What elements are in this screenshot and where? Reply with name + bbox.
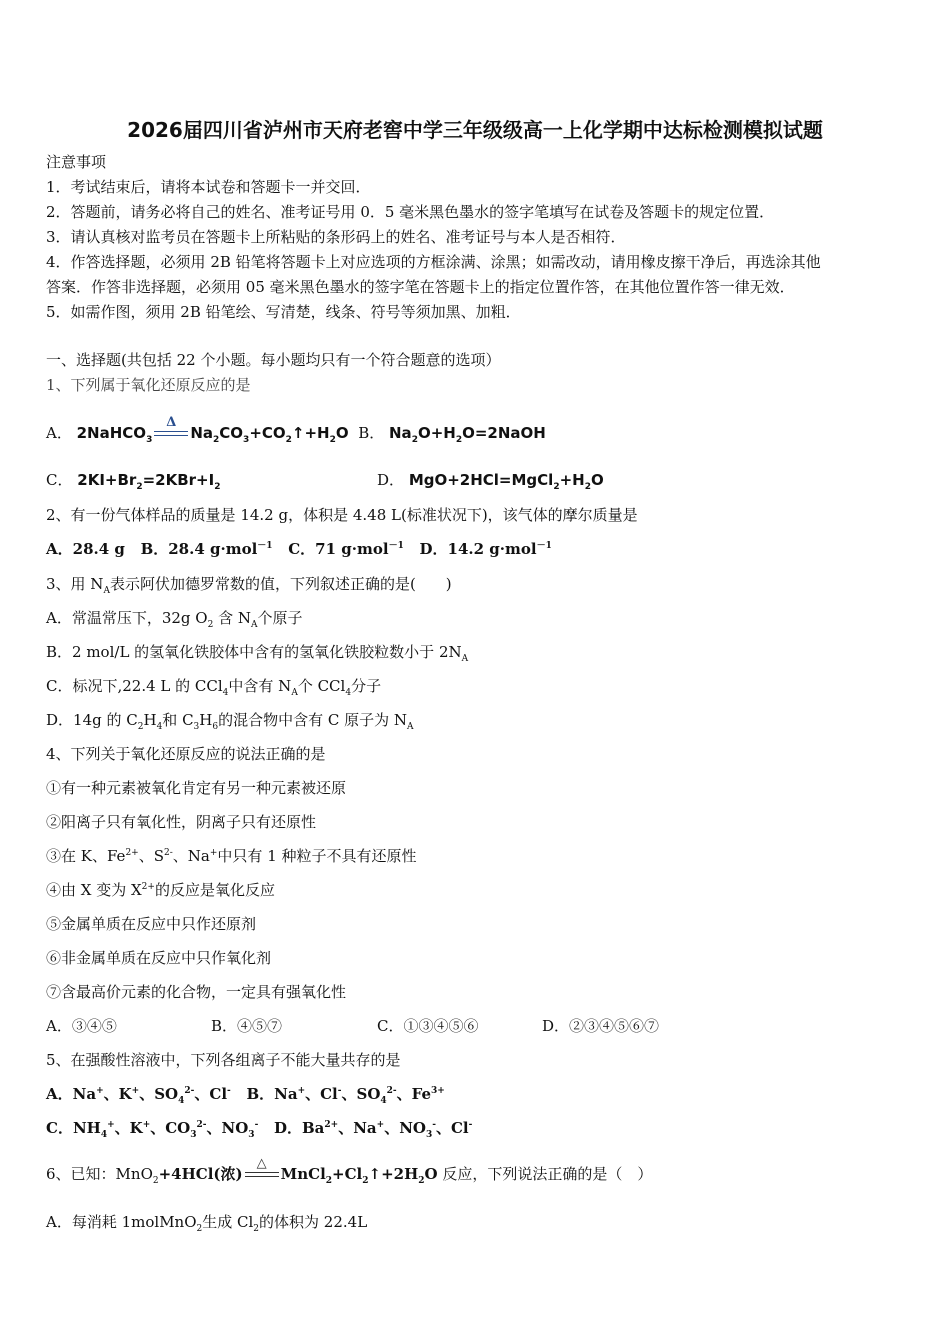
q4-stem: 4、下列关于氧化还原反应的说法正确的是 bbox=[46, 745, 326, 763]
q1-stem: 1、下列属于氧化还原反应的是 bbox=[46, 376, 251, 394]
q6-stem: 6、已知：MnO$_2$+4HCl(浓) △ $MnCl_2+Cl_2↑+2H_2O$ 反应，下列说法正确的是（ ） bbox=[46, 1156, 653, 1186]
q3-option-b: B．2 mol/L 的氢氧化铁胶体中含有的氢氧化铁胶粒数小于 $2N_A$ bbox=[46, 643, 469, 664]
q1-options-ab: A． 2NaHCO$_3$ Δ $Na_2CO_3+CO_2↑+H_2O$ B． $Na_2O+H_2O=2NaOH$ bbox=[46, 415, 546, 445]
q4-statement: ⑤金属单质在反应中只作还原剂 bbox=[46, 915, 257, 933]
q2-options: A．28.4 g B．28.4 g·mol$^{-1}$ C．71 g·mol$^{-1}$ D．14.2 g·mol$^{-1}$ bbox=[46, 540, 552, 558]
page-title: 2026届四川省泸州市天府老窖中学三年级级高一上化学期中达标检测模拟试题 bbox=[127, 118, 823, 142]
notice-item: 4．作答选择题，必须用 2B 铅笔将答题卡上对应选项的方框涂满、涂黑；如需改动，请用橡皮擦干净后，再选涂其他 bbox=[46, 253, 821, 271]
q5-options-cd: C．$NH_4^+$、K+、$CO_3^{2-}$、$NO_3^-$ D．$Ba^{2+}$、Na+、$NO_3^-$、Cl- bbox=[46, 1119, 473, 1140]
heat-arrow-icon: △ bbox=[245, 1168, 279, 1182]
q6-option-a: A．每消耗 1molMnO$_2$生成 $Cl_2$的体积为 22.4L bbox=[46, 1213, 368, 1234]
q4-statement: ③在 K、$Fe^{2+}$、$S^{2-}$、Na+中只有 1 种粒子不具有还原性 bbox=[46, 847, 417, 865]
q4-statement: ④由 X 变为 $X^{2+}$的反应是氧化反应 bbox=[46, 881, 275, 899]
notice-item: 3．请认真核对监考员在答题卡上所粘贴的条形码上的姓名、准考证号与本人是否相符． bbox=[46, 228, 626, 246]
section-heading: 一、选择题(共包括 22 个小题。每小题均只有一个符合题意的选项） bbox=[46, 351, 501, 369]
q1-options-cd: C． $2KI+Br_2=2KBr+I_2$ D． $MgO+2HCl=MgCl_2+H_2O$ bbox=[46, 471, 604, 492]
q3-stem: 3、用 $N_A$表示阿伏加德罗常数的值，下列叙述正确的是( ) bbox=[46, 575, 452, 596]
notice-heading: 注意事项 bbox=[46, 153, 107, 171]
notice-item: 1．考试结束后，请将本试卷和答题卡一并交回． bbox=[46, 178, 371, 196]
q5-options-ab: A．Na+、K+、$SO_4^{2-}$、Cl- B．Na+、Cl-、$SO_4^{2-}$、$Fe^{3+}$ bbox=[46, 1085, 445, 1106]
q4-statement: ⑦含最高价元素的化合物，一定具有强氧化性 bbox=[46, 983, 347, 1001]
heat-arrow-icon: Δ bbox=[154, 427, 188, 441]
q5-stem: 5、在强酸性溶液中，下列各组离子不能大量共存的是 bbox=[46, 1051, 401, 1069]
q3-option-d: D．14g 的 $C_2H_4$和 $C_3H_6$的混合物中含有 C 原子为 $N_A$ bbox=[46, 711, 414, 732]
q2-stem: 2、有一份气体样品的质量是 14.2 g，体积是 4.48 L(标准状况下)，该气体的摩尔质量是 bbox=[46, 506, 638, 524]
notice-item: 答案．作答非选择题，必须用 05 毫米黑色墨水的签字笔在答题卡上的指定位置作答，在其他位置作答一律无效． bbox=[46, 278, 795, 296]
q4-statement: ①有一种元素被氧化肯定有另一种元素被还原 bbox=[46, 779, 347, 797]
q3-option-c: C．标况下,22.4 L 的 CCl$_4$中含有 $N_A$个 CCl$_4$分子 bbox=[46, 677, 382, 698]
q3-option-a: A．常温常压下，32g $O_2$ 含 $N_A$个原子 bbox=[46, 609, 303, 630]
q4-statement: ⑥非金属单质在反应中只作氧化剂 bbox=[46, 949, 272, 967]
q4-statement: ②阳离子只有氧化性，阴离子只有还原性 bbox=[46, 813, 317, 831]
notice-item: 2．答题前，请务必将自己的姓名、准考证号用 0．5 毫米黑色墨水的签字笔填写在试卷及答题卡的规定位置． bbox=[46, 203, 775, 221]
notice-item: 5．如需作图，须用 2B 铅笔绘、写清楚，线条、符号等须加黑、加粗． bbox=[46, 303, 521, 321]
